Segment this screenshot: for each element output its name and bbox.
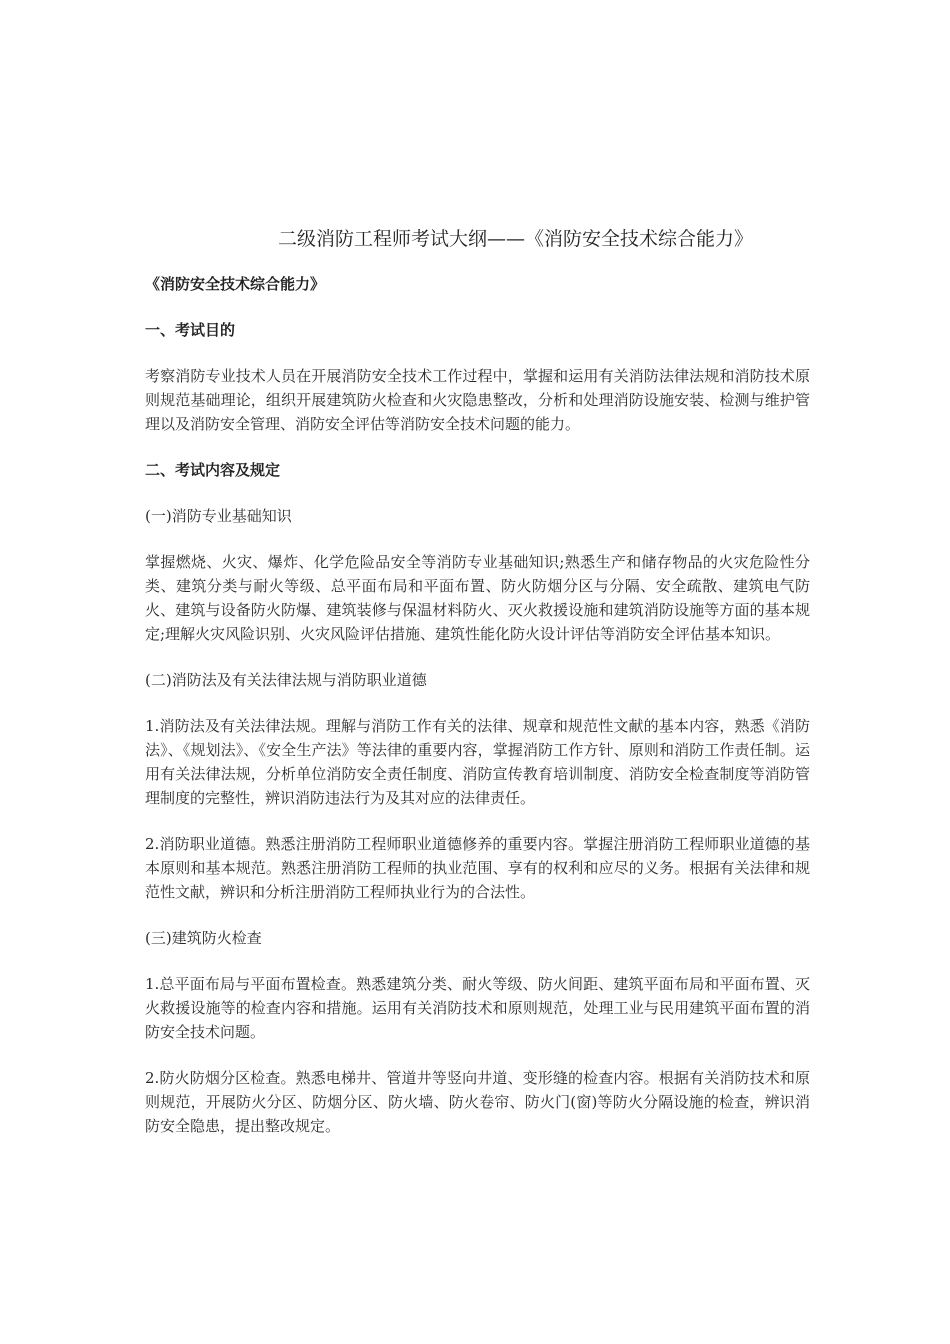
- section-heading: 《消防安全技术综合能力》: [145, 275, 326, 293]
- paragraph: 1.消防法及有关法律法规。理解与消防工作有关的法律、规章和规范性文献的基本内容，熟悉《消防法》、《规划法》、《安全生产法》等法律的重要内容，掌握消防工作方针、原则和消防工作责任制。运用有关法律法规，分析单位消防安全责任制度、消防宣传教育培训制度、消防安全检查制度等消防管理制度的完整性，辨识消防违法行为及其对应的法律责任。: [145, 717, 810, 807]
- paragraph: 2.消防职业道德。熟悉注册消防工程师职业道德修养的重要内容。掌握注册消防工程师职业道德的基本原则和基本规范。熟悉注册消防工程师的执业范围、享有的权利和应尽的义务。根据有关法律和规范性文献，辨识和分析注册消防工程师执业行为的合法性。: [145, 835, 810, 901]
- paragraph: (三)建筑防火检查: [145, 929, 262, 947]
- paragraph: 掌握燃烧、火灾、爆炸、化学危险品安全等消防专业基础知识;熟悉生产和储存物品的火灾危险性分类、建筑分类与耐火等级、总平面布局和平面布置、防火防烟分区与分隔、安全疏散、建筑电气防火、建筑与设备防火防爆、建筑装修与保温材料防火、灭火救援设施和建筑消防设施等方面的基本规定;理解火灾风险识别、火灾风险评估措施、建筑性能化防火设计评估等消防安全评估基本知识。: [145, 553, 810, 643]
- paragraph: 1.总平面布局与平面布置检查。熟悉建筑分类、耐火等级、防火间距、建筑平面布局和平面布置、灭火救援设施等的检查内容和措施。运用有关消防技术和原则规范，处理工业与民用建筑平面布置的消防安全技术问题。: [145, 975, 810, 1041]
- section-heading: 二、考试内容及规定: [145, 461, 281, 479]
- section-heading: 一、考试目的: [145, 321, 236, 339]
- paragraph: (一)消防专业基础知识: [145, 507, 292, 525]
- paragraph: (二)消防法及有关法律法规与消防职业道德: [145, 671, 427, 689]
- document-body: [145, 272, 810, 1160]
- paragraph: 考察消防专业技术人员在开展消防安全技术工作过程中，掌握和运用有关消防法律法规和消防技术原则规范基础理论，组织开展建筑防火检查和火灾隐患整改，分析和处理消防设施安装、检测与维护管理以及消防安全管理、消防安全评估等消防安全技术问题的能力。: [145, 367, 810, 433]
- document-title: 二级消防工程师考试大纲——《消防安全技术综合能力》: [278, 228, 754, 250]
- paragraph: 2.防火防烟分区检查。熟悉电梯井、管道井等竖向井道、变形缝的检查内容。根据有关消防技术和原则规范，开展防火分区、防烟分区、防火墙、防火卷帘、防火门(窗)等防火分隔设施的检查，辨识消防安全隐患，提出整改规定。: [145, 1069, 810, 1135]
